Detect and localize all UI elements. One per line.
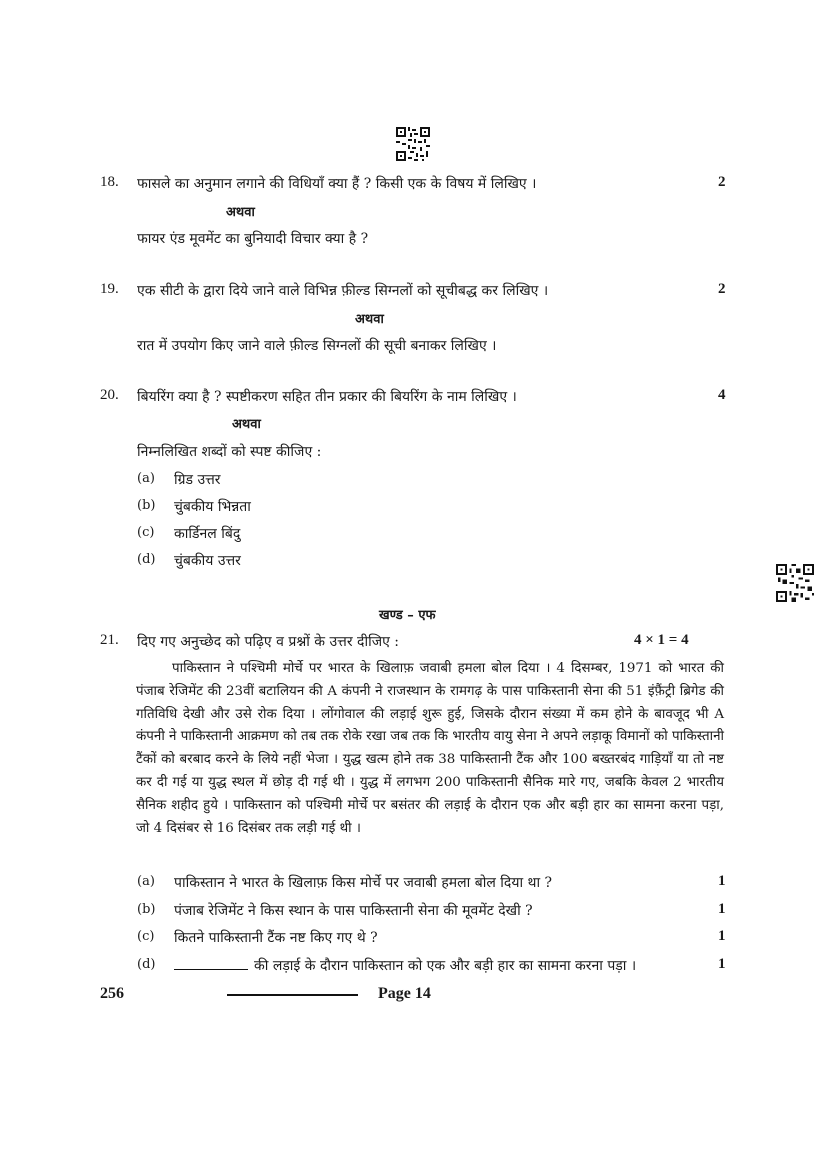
q21-subq-marks: 1: [718, 901, 726, 917]
q21-subq-marks: 1: [718, 928, 726, 944]
q20-option-label: (a): [137, 471, 155, 486]
q18-number: 18.: [100, 174, 119, 190]
q20-option-label: (c): [137, 525, 155, 540]
q21-subq-text: पाकिस्तान ने भारत के खिलाफ़ किस मोर्चे पर जवाबी हमला बोल दिया था ?: [174, 875, 553, 891]
q18-alt-text: फायर एंड मूवमेंट का बुनियादी विचार क्या है ?: [137, 231, 369, 247]
q20-option-text: चुंबकीय भिन्नता: [174, 499, 251, 515]
page-number: Page 14: [378, 985, 431, 1002]
q21-marks: 4 × 1 = 4: [634, 632, 689, 648]
q18-text: फासले का अनुमान लगाने की विधियाँ क्या हैं ? किसी एक के विषय में लिखिए ।: [137, 176, 537, 192]
q21-number: 21.: [100, 632, 119, 648]
q21-subq-label: (a): [137, 874, 155, 889]
q21-subq-text: कितने पाकिस्तानी टैंक नष्ट किए गए थे ?: [174, 930, 378, 946]
qr-code-side: [776, 564, 814, 602]
q20-number: 20.: [100, 387, 119, 403]
q20-or-label: अथवा: [232, 417, 261, 432]
q20-option-label: (b): [137, 498, 156, 513]
q20-option-label: (d): [137, 552, 156, 567]
q19-or-label: अथवा: [355, 312, 384, 327]
q20-marks: 4: [718, 387, 726, 403]
q20-alt-text: निम्नलिखित शब्दों को स्पष्ट कीजिए :: [137, 444, 322, 460]
q21-text: दिए गए अनुच्छेद को पढ़िए व प्रश्नों के उत्तर दीजिए :: [137, 634, 400, 650]
q19-text: एक सीटी के द्वारा दिये जाने वाले विभिन्न फ़ील्ड सिग्नलों को सूचीबद्ध कर लिखिए ।: [137, 283, 549, 299]
q21-subq-marks: 1: [718, 956, 726, 972]
q21-subq-marks: 1: [718, 873, 726, 889]
qr-code-top: [396, 127, 430, 161]
q21-subq-label: (b): [137, 902, 156, 917]
q18-marks: 2: [718, 174, 726, 190]
q21-passage: पाकिस्तान ने पश्चिमी मोर्चे पर भारत के खिलाफ़ जवाबी हमला बोल दिया । 4 दिसम्बर, 1971 को भारत की पंजाब रेजिमेंट की 23वीं बटालियन की A कंपनी ने राजस्थान के रामगढ़ के पास पाकिस्तानी सेना की 51 इंफ़ैंट्री ब्रिगेड की गतिविधि देखी और उसे रोक दिया । लोंगोवाल की लड़ाई शुरू हुई, जिसके दौरान संख्या में कम होने के बावजूद भी A कंपनी ने पाकिस्तानी आक्रमण को तब तक रोके रखा जब तक कि भारतीय वायु सेना ने अपने लड़ाकू विमानों को पाकिस्तानी टैंकों को बरबाद करने के लिये नहीं भेजा । युद्ध खत्म होने तक 38 पाकिस्तानी टैंक और 100 बख्तरबंद गाड़ियाँ या तो नष्ट कर दी गई या युद्ध स्थल में छोड़ दी गई थी । युद्ध में लगभग 200 पाकिस्तानी सैनिक मारे गए, जबकि केवल 2 भारतीय सैनिक शहीद हुये । पाकिस्तान को पश्चिमी मोर्चे पर बसंतर की लड़ाई के दौरान एक और बड़ी हार का सामना करना पड़ा, जो 4 दिसंबर से 16 दिसंबर तक लड़ी गई थी ।: [136, 661, 724, 836]
paper-code: 256: [100, 985, 124, 1002]
q19-marks: 2: [718, 281, 726, 297]
footer-rule: [227, 994, 358, 996]
q21-subq-text: की लड़ाई के दौरान पाकिस्तान को एक और बड़ी हार का सामना करना पड़ा ।: [254, 958, 637, 974]
q20-text: बियरिंग क्या है ? स्पष्टीकरण सहित तीन प्रकार की बियरिंग के नाम लिखिए ।: [137, 389, 517, 405]
q20-option-text: ग्रिड उत्तर: [174, 472, 221, 488]
q21-subq-text: पंजाब रेजिमेंट ने किस स्थान के पास पाकिस्तानी सेना की मूवमेंट देखी ?: [174, 903, 533, 919]
section-title: खण्ड – एफ: [379, 608, 436, 623]
q20-option-text: चुंबकीय उत्तर: [174, 553, 241, 569]
q21-subq-label: (c): [137, 929, 155, 944]
q19-alt-text: रात में उपयोग किए जाने वाले फ़ील्ड सिग्नलों की सूची बनाकर लिखिए ।: [137, 338, 497, 354]
q18-or-label: अथवा: [226, 205, 255, 220]
q20-option-text: कार्डिनल बिंदु: [174, 526, 241, 542]
q21-subq-d: [174, 956, 636, 975]
q19-number: 19.: [100, 281, 119, 297]
answer-blank: [174, 957, 248, 970]
q21-subq-label: (d): [137, 957, 156, 972]
